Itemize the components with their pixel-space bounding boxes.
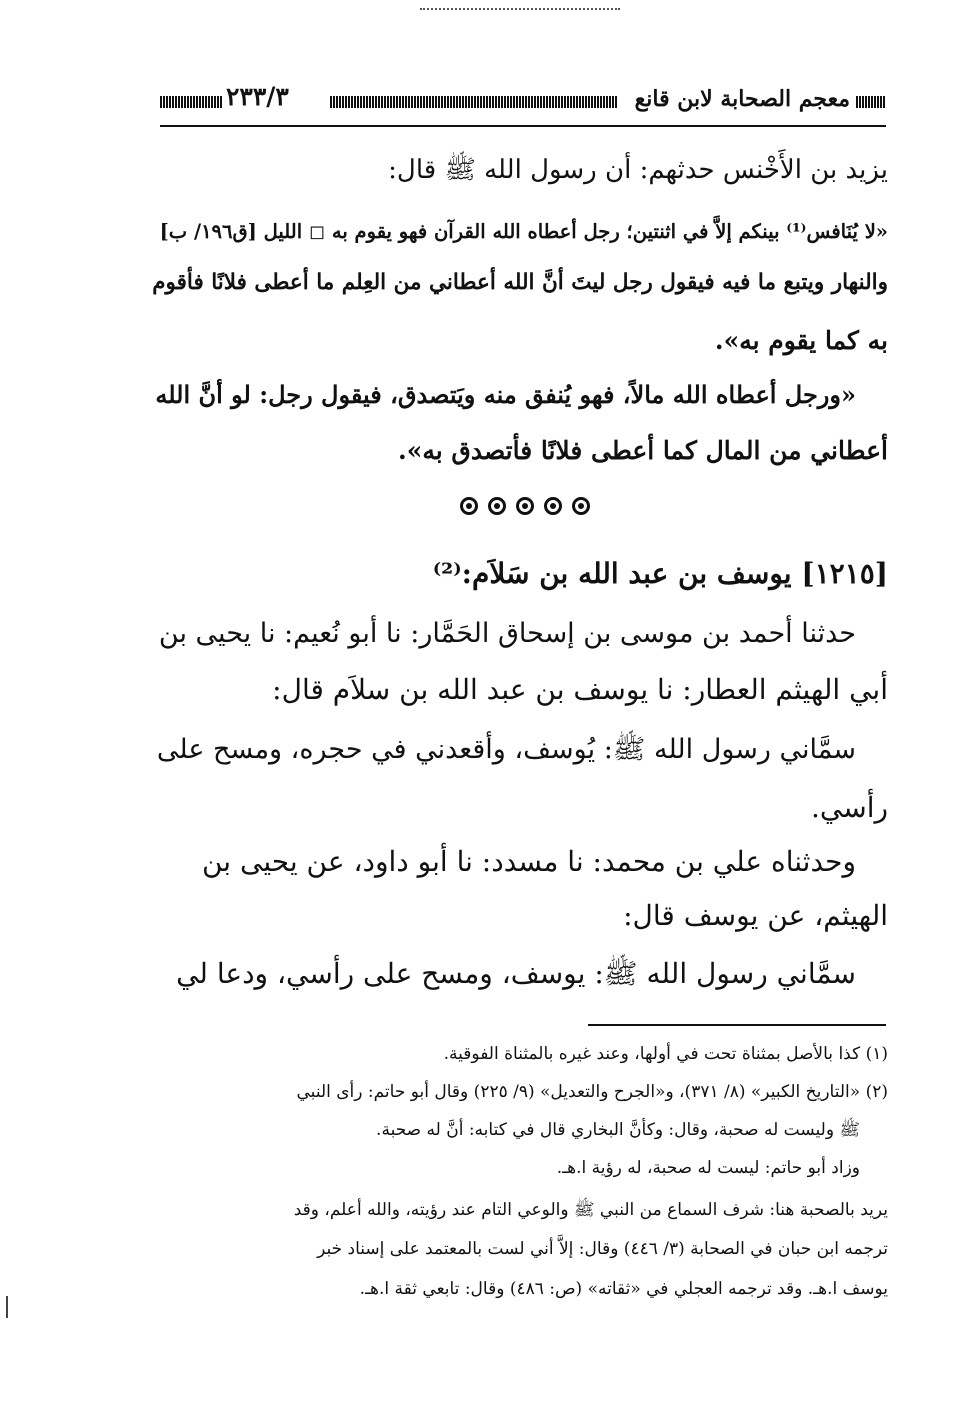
- book-title: معجم الصحابة لابن قانع: [634, 86, 850, 112]
- footnote-line: ﷺ وليست له صحبة، وقال: وكأنَّ البخاري قال في كتابه: أنَّ له صحبة.: [376, 1120, 860, 1140]
- footnote-line: يريد بالصحبة هنا: شرف السماع من النبي ﷺ والوعي التام عند رؤيته، والله أعلم، وقد: [293, 1200, 888, 1220]
- separator-star-icon: [572, 497, 590, 515]
- footnote-line: يوسف ا.هـ. وقد ترجمه العجلي في «ثقاته» (ص: ٤٨٦) وقال: تابعي ثقة ا.هـ.: [359, 1279, 888, 1299]
- body-line: أبي الهيثم العطار: نا يوسف بن عبد الله بن سلاَم قال:: [272, 673, 888, 706]
- footnote-line: (٢) «التاريخ الكبير» (٨/ ٣٧١)، و«الجرح والتعديل» (٩/ ٢٢٥) وقال أبو حاتم: رأى النبي: [296, 1082, 888, 1102]
- header-rule: [160, 125, 886, 127]
- footnote-line: وزاد أبو حاتم: ليست له صحبة، له رؤية ا.هـ.: [556, 1158, 860, 1178]
- scan-artifact-top: [420, 8, 620, 10]
- header-ornament-middle: [330, 96, 618, 108]
- hadith-line: أعطاني من المال كما أعطى فلانًا فأتصدق به».: [398, 436, 888, 465]
- section-separator: [460, 497, 590, 521]
- separator-star-icon: [460, 497, 478, 515]
- body-line: الهيثم، عن يوسف قال:: [623, 899, 888, 932]
- body-line: وحدثناه علي بن محمد: نا مسدد: نا أبو داود، عن يحيى بن: [201, 845, 856, 878]
- hadith-line: به كما يقوم به».: [714, 326, 888, 355]
- body-line: سمَّاني رسول الله ﷺ: يوسف، ومسح على رأسي، ودعا لي: [176, 957, 856, 990]
- hadith-line: «ورجل أعطاه الله مالاً، فهو يُنفق منه ويَتصدق، فيقول رجل: لو أنَّ الله: [155, 380, 856, 409]
- footnote-line: (١) كذا بالأصل بمثناة تحت في أولها، وعند غيره بالمثناة الفوقية.: [443, 1044, 888, 1064]
- body-line: رأسي.: [811, 791, 888, 824]
- body-line: حدثنا أحمد بن موسى بن إسحاق الحَمَّار: نا أبو نُعيم: نا يحيى بن: [158, 618, 856, 649]
- separator-star-icon: [544, 497, 562, 515]
- separator-star-icon: [516, 497, 534, 515]
- hadith-line: والنهار ويتبع ما فيه فيقول رجل ليتَ أنَّ الله أعطاني من العِلم ما أعطى فلانًا فأقوم: [152, 270, 888, 295]
- running-header: [160, 82, 886, 126]
- footnote-line: ترجمه ابن حبان في الصحابة (٣/ ٤٤٦) وقال: إلاَّ أني لست بالمعتمد على إسناد خبر: [317, 1239, 888, 1259]
- body-line: سمَّاني رسول الله ﷺ: يُوسف، وأقعدني في حجره، ومسح على: [156, 734, 856, 765]
- entry-heading: [١٢١٥] يوسف بن عبد الله بن سَلاَم:⁽²⁾: [432, 557, 888, 590]
- header-ornament-left: [160, 96, 222, 108]
- body-line: يزيد بن الأَخْنس حدثهم: أن رسول الله ﷺ قال:: [388, 155, 888, 185]
- footnote-rule: [588, 1024, 886, 1026]
- page-number: ٢٣٣/٣: [226, 82, 289, 111]
- scan-artifact-left: [6, 1296, 8, 1318]
- separator-star-icon: [488, 497, 506, 515]
- hadith-line: «لا يُنَافس⁽¹⁾ بينكم إلاَّ في اثنتين؛ رجل أعطاه الله القرآن فهو يقوم به ◻ الليل [ق١٩٦/ ب]: [159, 220, 888, 243]
- header-ornament-right: [856, 96, 886, 108]
